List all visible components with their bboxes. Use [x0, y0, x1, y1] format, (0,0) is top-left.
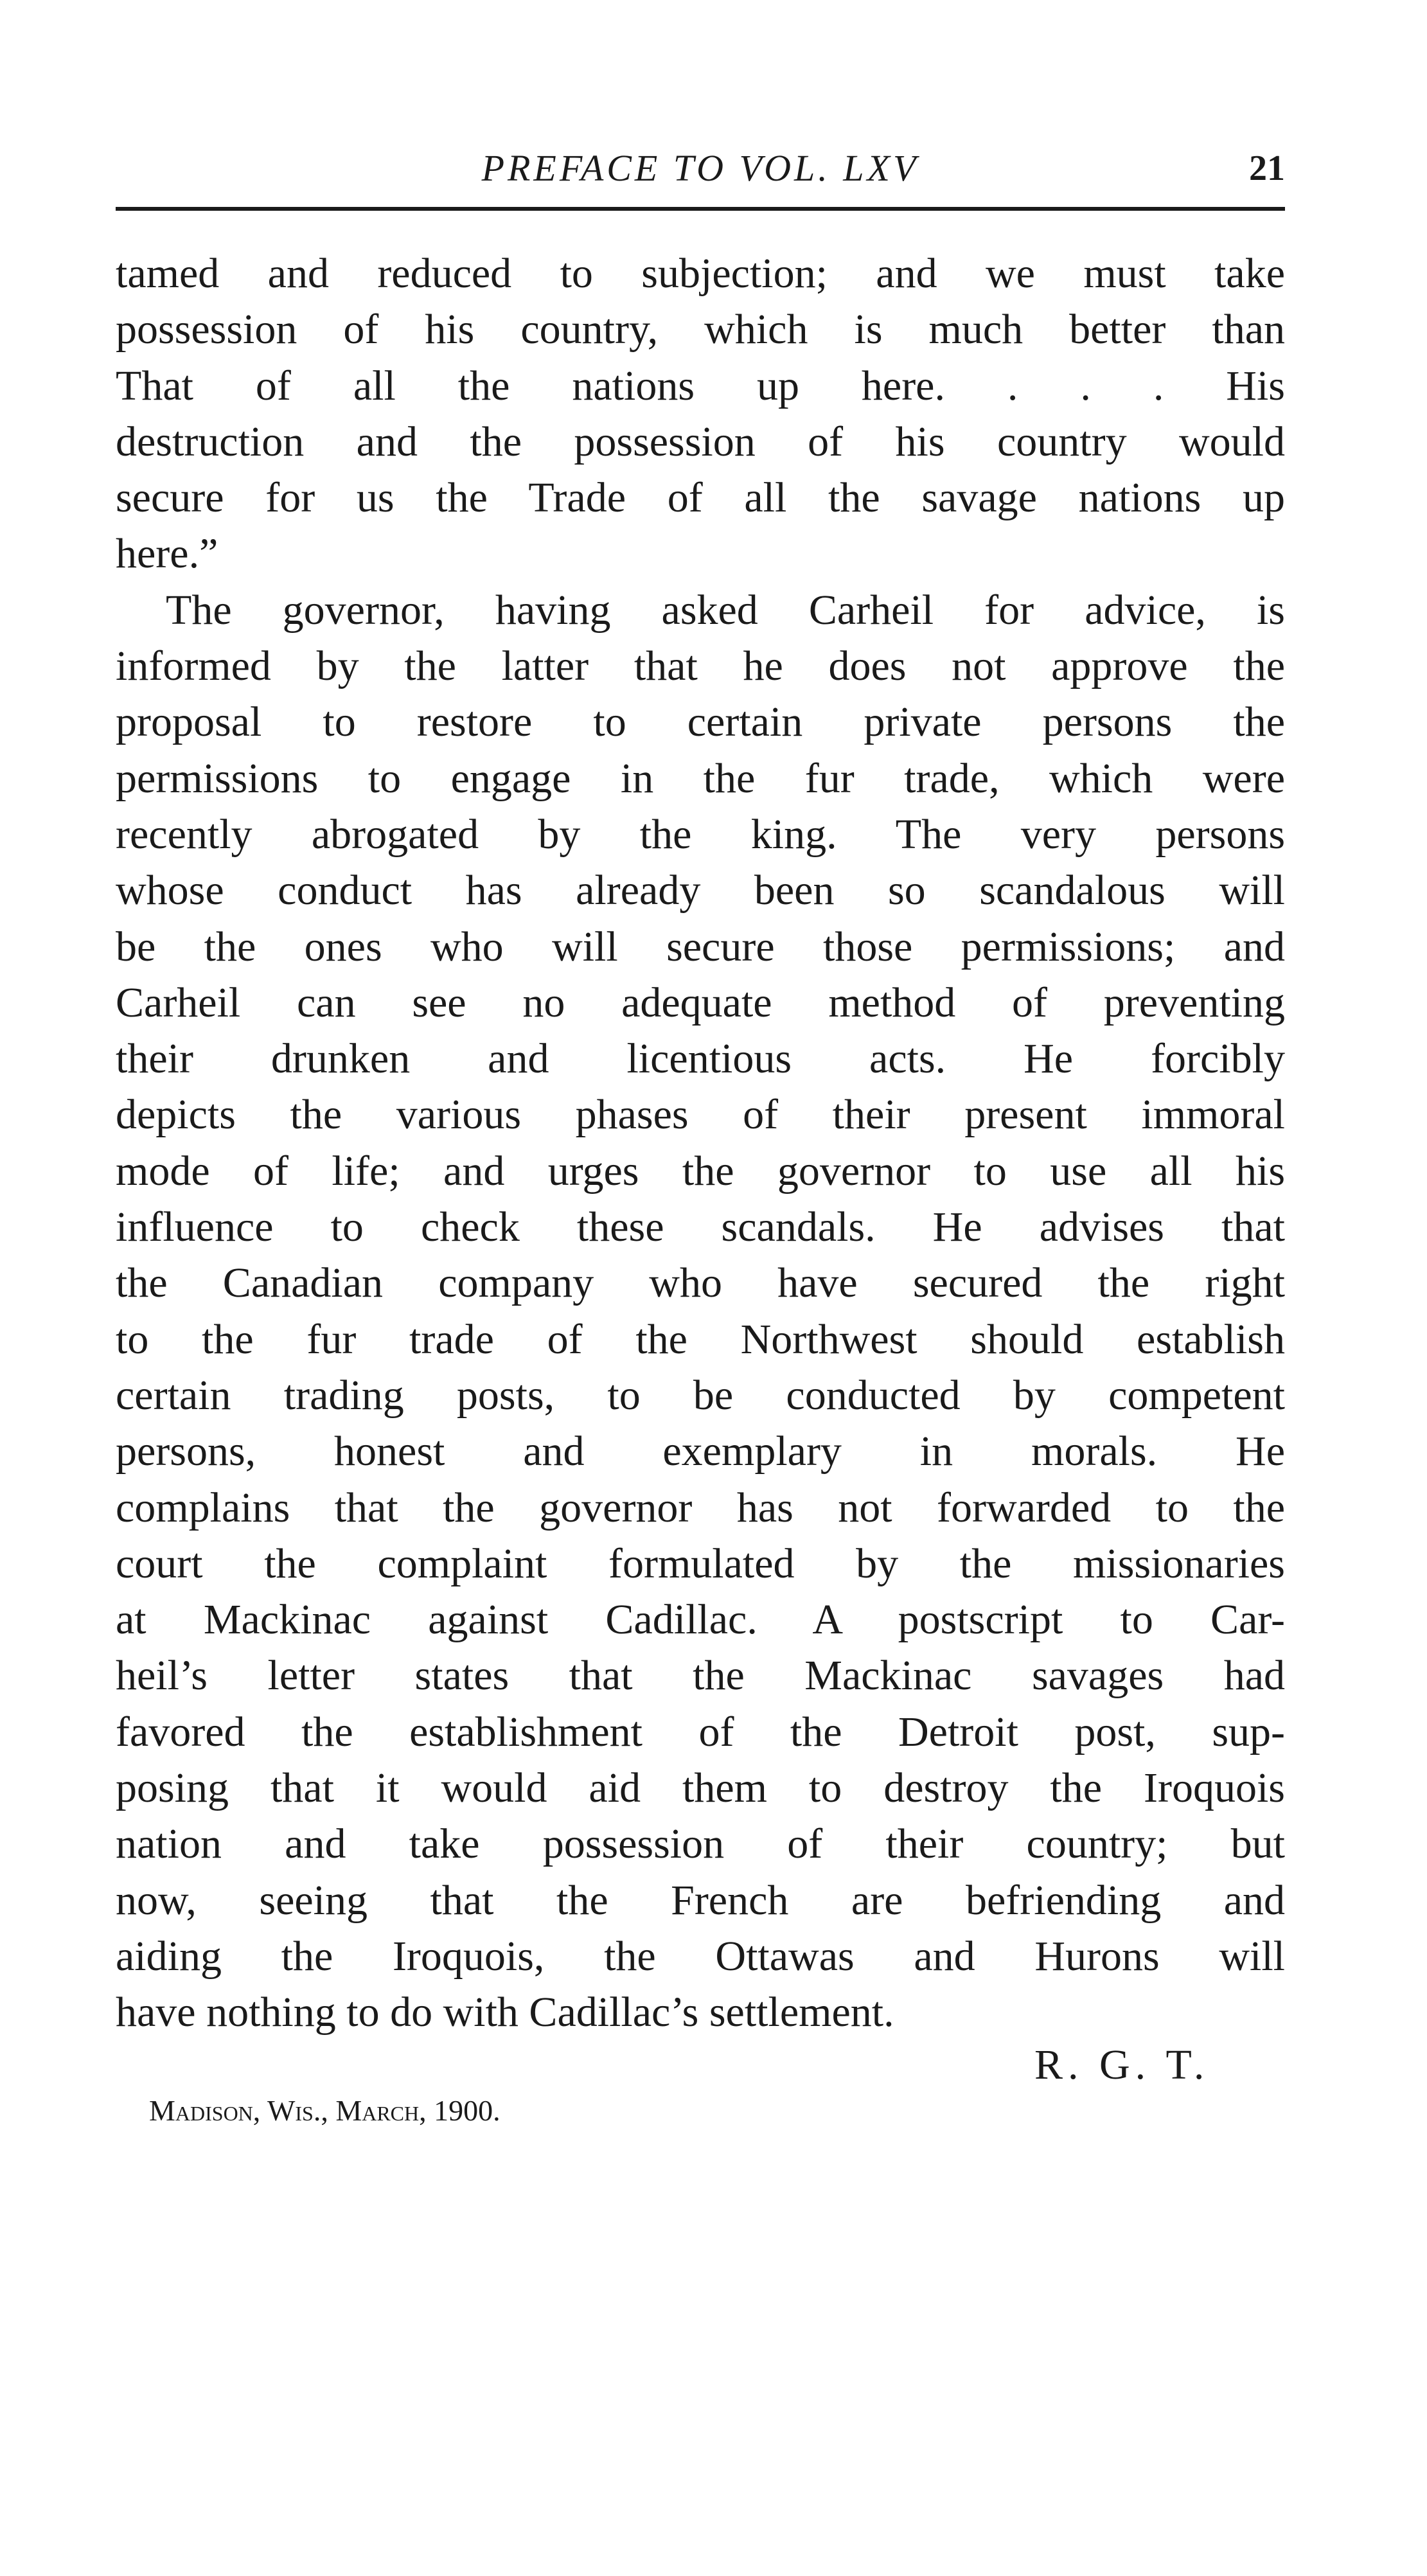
header-rule	[116, 207, 1285, 211]
text-line: informed by the latter that he does not approve the	[116, 643, 1285, 690]
text-line: complains that the governor has not forwarded to the	[116, 1484, 1285, 1531]
text-line: favored the establishment of the Detroit post, sup-	[116, 1708, 1285, 1755]
page-number: 21	[1249, 148, 1285, 188]
text-line: certain trading posts, to be conducted by competent	[116, 1371, 1285, 1419]
text-line: here.”	[116, 530, 218, 578]
text-line: at Mackinac against Cadillac. A postscript to Car-	[116, 1596, 1285, 1644]
text-line: nation and take possession of their country; but	[116, 1820, 1285, 1868]
text-line: influence to check these scandals. He advises that	[116, 1204, 1285, 1251]
text-line: secure for us the Trade of all the savage nations up	[116, 474, 1285, 522]
text-line: destruction and the possession of his country would	[116, 418, 1285, 465]
text-line: proposal to restore to certain private persons the	[116, 698, 1285, 746]
text-line: The governor, having asked Carheil for advice, is	[166, 586, 1285, 634]
text-line: be the ones who will secure those permissions; and	[116, 923, 1285, 970]
text-line: recently abrogated by the king. The very persons	[116, 810, 1285, 858]
text-line: That of all the nations up here. . . . His	[116, 362, 1285, 409]
text-line: mode of life; and urges the governor to use all his	[116, 1147, 1285, 1195]
running-head	[116, 143, 1285, 194]
text-line: aiding the Iroquois, the Ottawas and Hurons will	[116, 1932, 1285, 1980]
body-text	[116, 245, 1285, 2041]
text-line: depicts the various phases of their present immoral	[116, 1091, 1285, 1139]
text-line: heil’s letter states that the Mackinac savages had	[116, 1652, 1285, 1700]
text-line: posing that it would aid them to destroy the Iroquois	[116, 1764, 1285, 1812]
text-line: to the fur trade of the Northwest should establish	[116, 1315, 1285, 1363]
text-line: court the complaint formulated by the missionaries	[116, 1540, 1285, 1587]
text-line: tamed and reduced to subjection; and we must take	[116, 250, 1285, 297]
text-line: Carheil can see no adequate method of preventing	[116, 979, 1285, 1026]
running-title: PREFACE TO VOL. LXV	[481, 147, 919, 189]
author-signature: R. G. T.	[1034, 2041, 1210, 2088]
text-line: the Canadian company who have secured the right	[116, 1259, 1285, 1307]
text-line: their drunken and licentious acts. He forcibly	[116, 1035, 1285, 1083]
text-line: whose conduct has already been so scandalous will	[116, 867, 1285, 914]
text-line: now, seeing that the French are befriending and	[116, 1876, 1285, 1924]
text-line: permissions to engage in the fur trade, which were	[116, 754, 1285, 802]
text-line: have nothing to do with Cadillac’s settlement.	[116, 1989, 894, 2036]
text-line: persons, honest and exemplary in morals. He	[116, 1428, 1285, 1475]
text-line: possession of his country, which is much better than	[116, 306, 1285, 353]
dateline: Madison, Wis., March, 1900.	[149, 2094, 501, 2127]
